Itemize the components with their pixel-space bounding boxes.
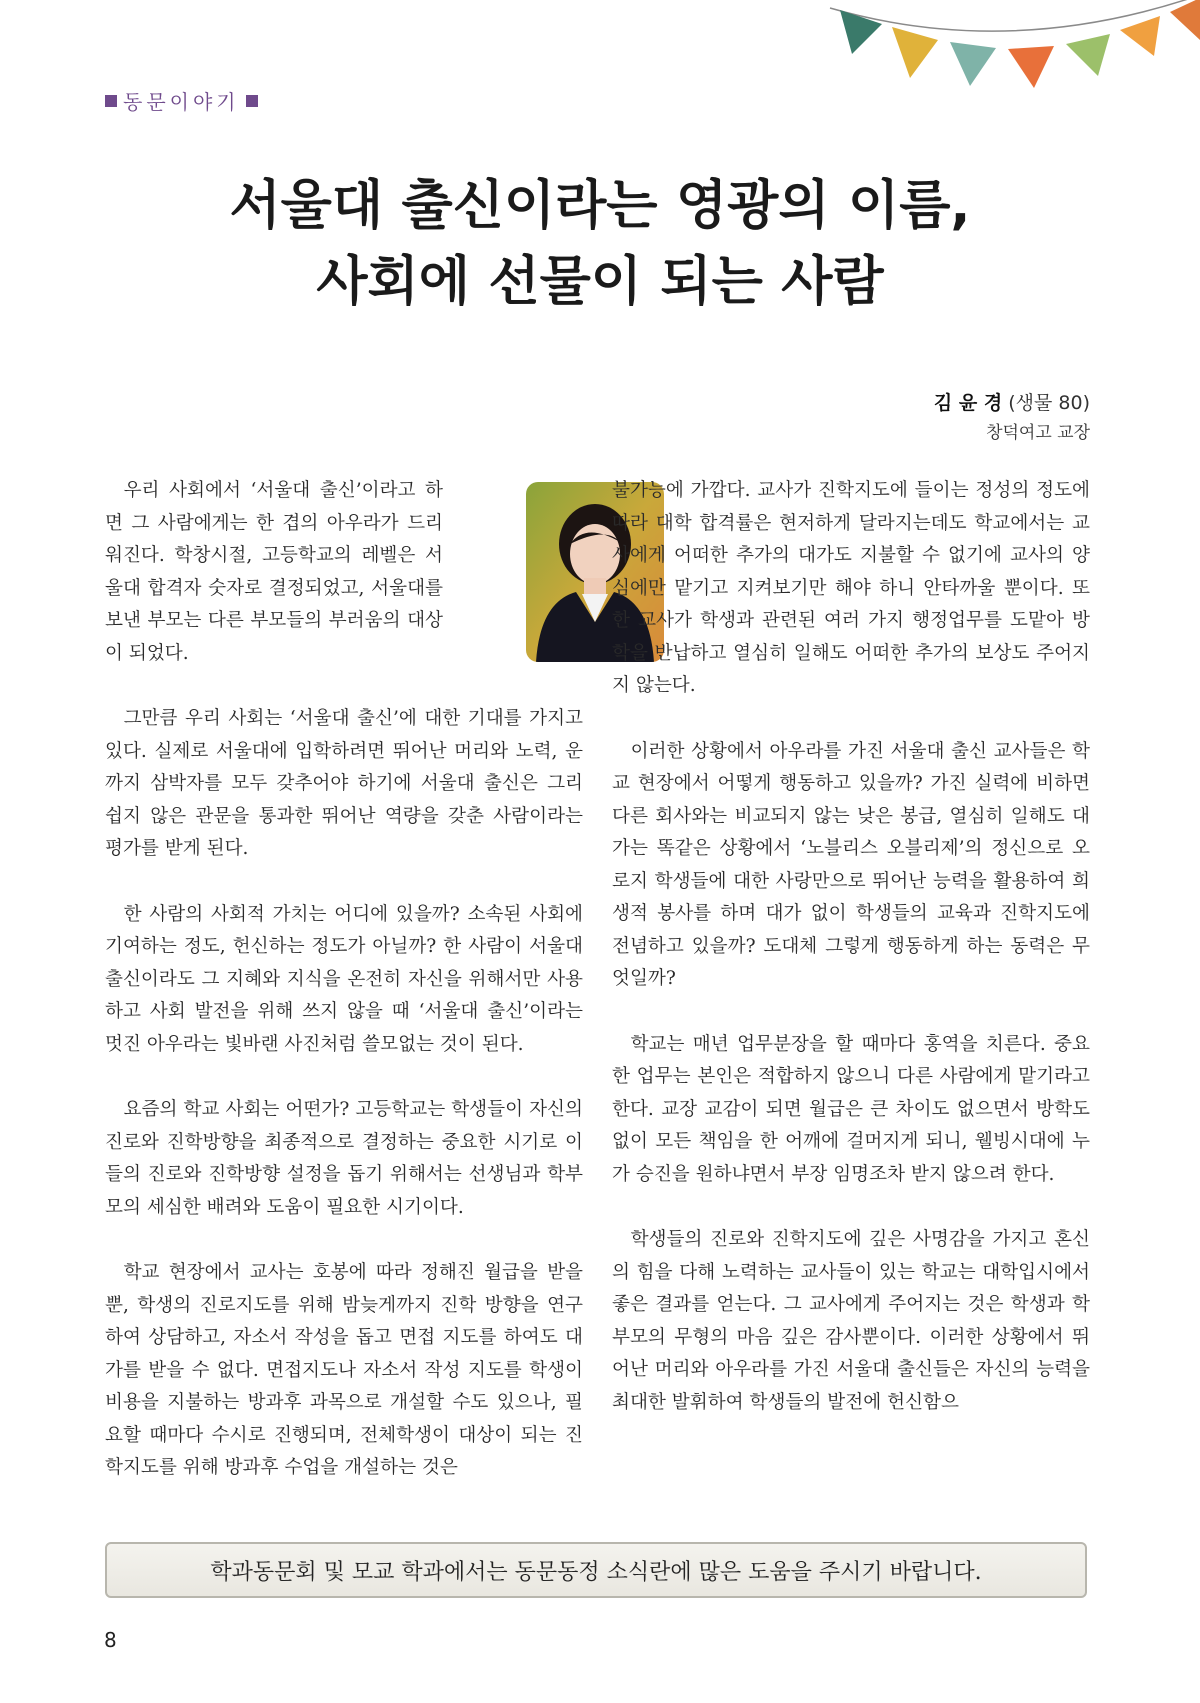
author-name: 김 윤 경: [933, 392, 1003, 414]
article-title: [0, 168, 1200, 320]
paragraph: 학교 현장에서 교사는 호봉에 따라 정해진 월급을 받을 뿐, 학생의 진로지도를 위해 밤늦게까지 진학 방향을 연구하여 상담하고, 자소서 작성을 돕고 면접 지도를 하여도 대가를 받을 수 없다. 면접지도나 자소서 작성 지도를 학생이 비용을 지불하는 방과후 과목으로 개설할 수도 있으나, 필요할 때마다 수시로 진행되며, 전체학생이 대상이 되는 진학지도를 위해 방과후 수업을 개설하는 것은: [105, 1262, 583, 1478]
left-column: [105, 475, 583, 1485]
paragraph: 한 사람의 사회적 가치는 어디에 있을까? 소속된 사회에 기여하는 정도, 헌신하는 정도가 아닐까? 한 사람이 서울대 출신이라도 그 지혜와 지식을 온전히 자신을 위해서만 사용하고 사회 발전을 위해 쓰지 않을 때 ‘서울대 출신’이라는 멋진 아우라는 빛바랜 사진처럼 쓸모없는 것이 된다.: [105, 903, 583, 1055]
author-byline: [934, 388, 1090, 448]
section-label: [105, 86, 258, 115]
paragraph: 학교는 매년 업무분장을 할 때마다 홍역을 치른다. 중요한 업무는 본인은 적합하지 않으니 다른 사람에게 맡기라고 한다. 교장 교감이 되면 월급은 큰 차이도 없으면서 방학도 없이 모든 책임을 한 어깨에 걸머지게 되니, 웰빙시대에 누가 승진을 원하냐면서 부장 임명조차 받지 않으려 한다.: [612, 1033, 1090, 1185]
paragraph: 불가능에 가깝다. 교사가 진학지도에 들이는 정성의 정도에 따라 대학 합격률은 현저하게 달라지는데도 학교에서는 교사에게 어떠한 추가의 대가도 지불할 수 없기에 교사의 양심에만 맡기고 지켜보기만 해야 하니 안타까울 뿐이다. 또한 교사가 학생과 관련된 여러 가지 행정업무를 도맡아 방학을 반납하고 열심히 일해도 어떠한 추가의 보상도 주어지지 않는다.: [612, 480, 1090, 696]
square-bullet-icon: [246, 95, 258, 107]
title-line-2: 사회에 선물이 되는 사람: [316, 251, 884, 312]
square-bullet-icon: [105, 95, 117, 107]
right-column: [612, 475, 1090, 1419]
title-line-1: 서울대 출신이라는 영광의 이름,: [229, 175, 971, 236]
page-number: 8: [104, 1628, 117, 1652]
paragraph: 요즘의 학교 사회는 어떤가? 고등학교는 학생들이 자신의 진로와 진학방향을 최종적으로 결정하는 중요한 시기로 이들의 진로와 진학방향 설정을 돕기 위해서는 선생님과 학부모의 세심한 배려와 도움이 필요한 시기이다.: [105, 1099, 583, 1218]
author-position: 창덕여고 교장: [986, 423, 1090, 443]
paragraph: 그만큼 우리 사회는 ‘서울대 출신’에 대한 기대를 가지고 있다. 실제로 서울대에 입학하려면 뛰어난 머리와 노력, 운까지 삼박자를 모두 갖추어야 하기에 서울대 출신은 그리 쉽지 않은 관문을 통과한 뛰어난 역량을 갖춘 사람이라는 평가를 받게 된다.: [105, 708, 583, 859]
bunting-decoration: [820, 0, 1200, 110]
footer-notice: [105, 1542, 1087, 1598]
section-label-text: 동문이야기: [123, 90, 240, 114]
paragraph: 이러한 상황에서 아우라를 가진 서울대 출신 교사들은 학교 현장에서 어떻게 행동하고 있을까? 가진 실력에 비하면 다른 회사와는 비교되지 않는 낮은 봉급, 열심히 일해도 대가는 똑같은 상황에서 ‘노블리스 오블리제’의 정신으로 오로지 학생들에 대한 사랑만으로 뛰어난 능력을 활용하여 희생적 봉사를 하며 대가 없이 학생들의 교육과 진학지도에 전념하고 있을까? 도대체 그렇게 행동하게 하는 동력은 무엇일까?: [612, 740, 1090, 989]
author-dept: (생물 80): [1008, 392, 1090, 414]
paragraph: 학생들의 진로와 진학지도에 깊은 사명감을 가지고 혼신의 힘을 다해 노력하는 교사들이 있는 학교는 대학입시에서 좋은 결과를 얻는다. 그 교사에게 주어지는 것은 학생과 학부모의 무형의 마음 깊은 감사뿐이다. 이러한 상황에서 뛰어난 머리와 아우라를 가진 서울대 출신들은 자신의 능력을 최대한 발휘하여 학생들의 발전에 헌신함으: [612, 1229, 1090, 1413]
footer-notice-text: 학과동문회 및 모교 학과에서는 동문동정 소식란에 많은 도움을 주시기 바랍니다.: [210, 1559, 982, 1585]
paragraph: 우리 사회에서 ‘서울대 출신’이라고 하면 그 사람에게는 한 겹의 아우라가 드리워진다. 학창시절, 고등학교의 레벨은 서울대 합격자 숫자로 결정되었고, 서울대를 보낸 부모는 다른 부모들의 부러움의 대상이 되었다.: [105, 480, 443, 664]
